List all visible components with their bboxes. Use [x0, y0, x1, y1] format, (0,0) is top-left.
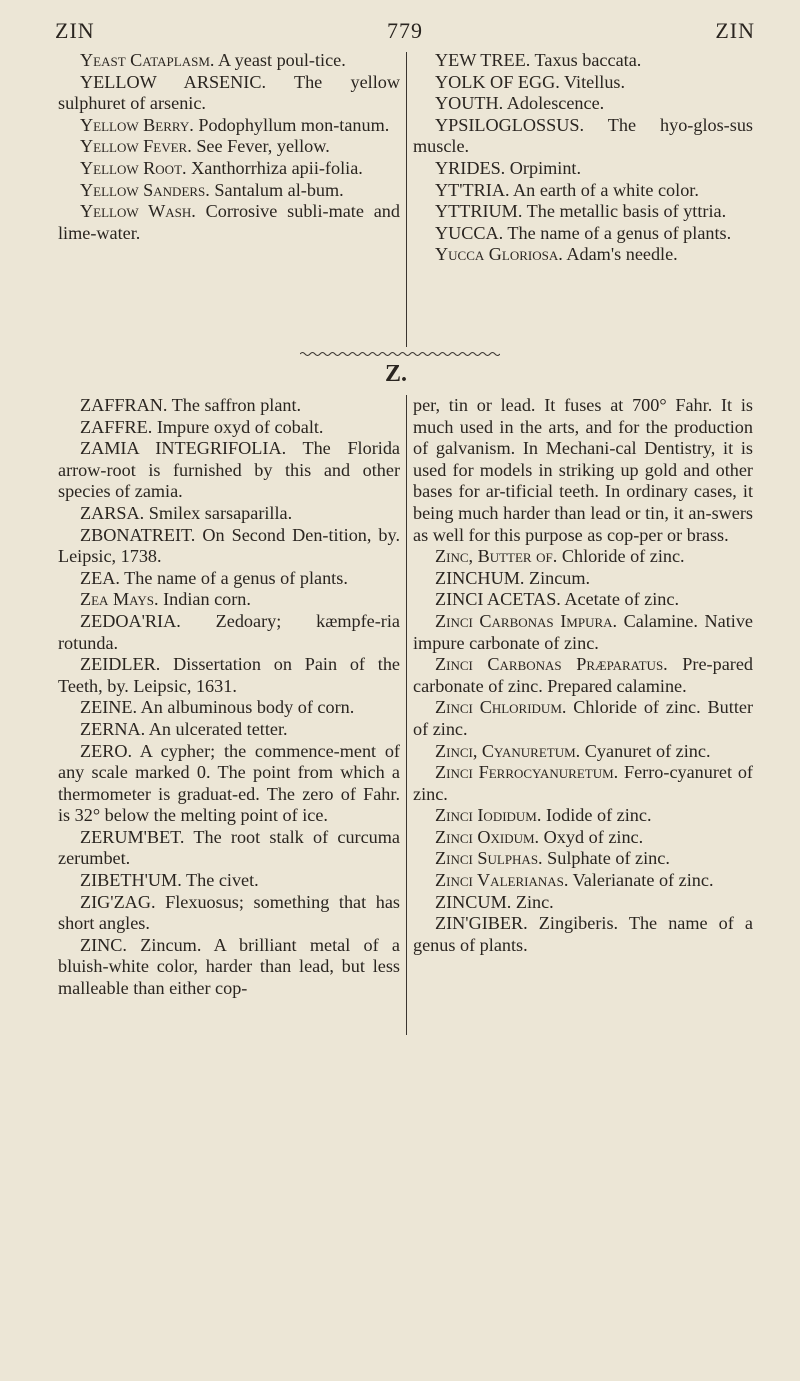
- entry-headword: Yellow Berry.: [80, 114, 194, 135]
- entry-headword: YTTRIUM.: [435, 201, 523, 222]
- entry-zamia: [58, 438, 400, 503]
- entry-headword: YPSILOGLOSSUS.: [435, 114, 585, 135]
- entry-definition: Indian corn.: [158, 589, 251, 610]
- entry-zbonatreit: [58, 525, 400, 568]
- entry-zinc-cont: [413, 395, 753, 546]
- entry-definition: Pre-pared carbonate of zinc. Prepared calamine.: [413, 654, 753, 696]
- entry-zedoaria: [58, 611, 400, 654]
- entry-definition: Corrosive subli-mate and lime-water.: [58, 201, 400, 243]
- entry-definition: An albuminous body of corn.: [137, 697, 355, 718]
- entry-zinc-butter: [413, 546, 753, 568]
- entry-headword: YOUTH.: [435, 93, 504, 114]
- entry-definition: Smilex sarsaparilla.: [144, 502, 293, 523]
- entry-headword: ZARSA.: [80, 502, 145, 523]
- entry-yucca-gloriosa: [413, 244, 753, 266]
- entry-zinci-sulphas: [413, 848, 753, 870]
- entry-definition: The Florida arrow-root is furnished by this and other species of zamia.: [58, 438, 400, 502]
- entry-zeine: [58, 697, 400, 719]
- entry-headword: ZAFFRE.: [80, 416, 153, 437]
- entry-definition: Impure oxyd of cobalt.: [152, 416, 324, 437]
- entry-headword: Zinci Chloridum.: [435, 697, 567, 718]
- entry-yrides: [413, 158, 753, 180]
- page-number: 779: [387, 18, 423, 43]
- entry-definition: A yeast poul-tice.: [214, 50, 346, 70]
- entry-headword: Yeast Cataplasm.: [80, 50, 215, 70]
- entry-yeast-cataplasm: [58, 50, 400, 72]
- entry-zinci-cyanuretum: [413, 741, 753, 763]
- entry-headword: ZAMIA INTEGRIFOLIA.: [80, 438, 287, 459]
- entry-definition: Dissertation on Pain of the Teeth, by. Leipsic, 1631.: [58, 654, 400, 696]
- entry-definition: Zincum.: [524, 567, 591, 588]
- entry-definition: Taxus baccata.: [530, 50, 642, 70]
- entry-youth: [413, 93, 753, 115]
- entry-yellow-root: [58, 158, 400, 180]
- entry-zinchum: [413, 568, 753, 590]
- entry-zea: [58, 568, 400, 590]
- entry-headword: ZINCI ACETAS.: [435, 589, 561, 610]
- column-divider-bottom: [406, 395, 407, 1035]
- entry-definition: An ulcerated tetter.: [145, 718, 288, 739]
- entry-definition: The yellow sulphuret of arsenic.: [58, 71, 400, 114]
- entry-definition: The saffron plant.: [167, 395, 302, 415]
- entry-zinci-acetas: [413, 589, 753, 611]
- entry-zinci-carb-impura: [413, 611, 753, 654]
- entry-headword: Zinci Carbonas Præparatus.: [435, 654, 668, 675]
- entry-definition: Chloride of zinc. Butter of zinc.: [413, 697, 753, 739]
- entry-headword: Zinci Ferrocyanuretum.: [435, 762, 619, 783]
- entry-headword: Zinci Carbonas Impura.: [435, 610, 618, 631]
- entry-definition: Vitellus.: [559, 71, 626, 92]
- entry-headword: ZEINE.: [80, 697, 138, 718]
- entry-headword: YRIDES.: [435, 157, 506, 178]
- entry-headword: YELLOW ARSENIC.: [80, 71, 267, 92]
- entry-definition: Zincum. A brilliant metal of a bluish-white color, harder than lead, but less malleable than either cop-: [58, 934, 400, 999]
- entry-definition: On Second Den-tition, by. Leipsic, 1738.: [58, 524, 400, 567]
- entry-yttria: [413, 180, 753, 202]
- entry-zingiber: [413, 913, 753, 956]
- header-right-word: ZIN: [715, 18, 755, 43]
- entry-headword: Zinci Oxidum.: [435, 826, 540, 847]
- entry-yew-tree: [413, 50, 753, 72]
- entry-yucca: [413, 223, 753, 245]
- entry-definition: Iodide of zinc.: [541, 805, 652, 826]
- entry-headword: Zinci Sulphas.: [435, 848, 543, 869]
- entry-headword: YUCCA.: [435, 222, 504, 243]
- entry-headword: ZIBETH'UM.: [80, 870, 182, 891]
- entry-headword: YOLK OF EGG.: [435, 71, 560, 92]
- entry-definition: Adolescence.: [503, 93, 605, 114]
- entry-headword: ZINCHUM.: [435, 567, 525, 588]
- entry-definition: Podophyllum mon-tanum.: [193, 114, 390, 135]
- entry-definition: Zedoary; kæmpfe-ria rotunda.: [58, 610, 400, 653]
- entry-zinci-valerianas: [413, 870, 753, 892]
- entry-definition: Chloride of zinc.: [557, 546, 685, 567]
- entry-headword: YT'TRIA.: [435, 179, 510, 200]
- entry-zarsa: [58, 503, 400, 525]
- entry-headword: ZEIDLER.: [80, 654, 161, 675]
- entry-definition: Acetate of zinc.: [560, 589, 680, 610]
- entry-headword: ZAFFRAN.: [80, 395, 168, 415]
- entry-definition: Calamine. Native impure carbonate of zinc.: [413, 610, 753, 653]
- header-left-word: ZIN: [55, 18, 95, 43]
- entry-zibethum: [58, 870, 400, 892]
- entry-zerna: [58, 719, 400, 741]
- entry-definition: The name of a genus of plants.: [119, 567, 348, 588]
- entry-definition: Oxyd of zinc.: [539, 826, 644, 847]
- entry-zincum: [413, 892, 753, 914]
- section-divider-ornament: [300, 351, 500, 357]
- entry-headword: Zinci, Cyanuretum.: [435, 740, 581, 761]
- entry-headword: ZEA.: [80, 567, 120, 588]
- entry-headword: YEW TREE.: [435, 50, 531, 70]
- entry-headword: ZEDOA'RIA.: [80, 610, 181, 631]
- entry-zaffre: [58, 417, 400, 439]
- entry-definition: The metallic basis of yttria.: [522, 201, 727, 222]
- entry-definition: Cyanuret of zinc.: [580, 740, 711, 761]
- entry-headword: ZBONATREIT.: [80, 524, 196, 545]
- entry-zinci-iodidum: [413, 805, 753, 827]
- entry-zaffran: [58, 395, 400, 417]
- section-letter: Z.: [385, 361, 408, 387]
- entry-headword: ZIN'GIBER.: [435, 913, 528, 934]
- top-right-column: [413, 50, 753, 266]
- entry-yellow-wash: [58, 201, 400, 244]
- entry-headword: ZIG'ZAG.: [80, 891, 156, 912]
- entry-definition: Santalum al-bum.: [209, 179, 344, 200]
- entry-headword: Zinc, Butter of.: [435, 546, 558, 567]
- entry-headword: ZINCUM.: [435, 891, 512, 912]
- entry-definition: per, tin or lead. It fuses at 700° Fahr. It is much used in the arts, and for the production of galvanism. In Mechani-cal Dentistry, it is used for models in striking up gold and other bases for ar-tificial teeth. In ordinary cases, it being much harder than lead or tin, it an-swers as well for this purpose as cop-per or brass.: [413, 395, 753, 545]
- entry-zeidler: [58, 654, 400, 697]
- entry-yolk-of-egg: [413, 72, 753, 94]
- entry-definition: Adam's needle.: [562, 244, 678, 265]
- entry-definition: Sulphate of zinc.: [542, 848, 670, 869]
- entry-yellow-sanders: [58, 180, 400, 202]
- entry-headword: ZINC.: [80, 934, 127, 955]
- entry-definition: The name of a genus of plants.: [503, 222, 732, 243]
- running-header: [55, 18, 755, 48]
- entry-headword: ZERO.: [80, 740, 133, 761]
- entry-headword: Yellow Sanders.: [80, 179, 210, 200]
- entry-zea-mays: [58, 589, 400, 611]
- entry-headword: Yellow Wash.: [80, 201, 196, 222]
- entry-headword: Zea Mays.: [80, 589, 159, 610]
- entry-headword: ZERUM'BET.: [80, 826, 185, 847]
- entry-definition: Xanthorrhiza apii-folia.: [186, 157, 363, 178]
- entry-zigzag: [58, 892, 400, 935]
- entry-definition: Flexuosus; something that has short angles.: [58, 891, 400, 934]
- entry-yellow-arsenic: [58, 72, 400, 115]
- entry-yellow-berry: [58, 115, 400, 137]
- entry-zinc: [58, 935, 400, 1000]
- entry-headword: Zinci Valerianas.: [435, 870, 569, 891]
- entry-definition: Valerianate of zinc.: [568, 870, 714, 891]
- bottom-left-column: [58, 395, 400, 1000]
- entry-definition: Orpimint.: [505, 157, 582, 178]
- entry-zinci-carb-praep: [413, 654, 753, 697]
- entry-yttrium: [413, 201, 753, 223]
- entry-zinci-ferrocyan: [413, 762, 753, 805]
- entry-definition: Zingiberis. The name of a genus of plants.: [413, 913, 753, 955]
- entry-definition: An earth of a white color.: [509, 179, 699, 200]
- entry-ypsiloglossus: [413, 115, 753, 158]
- entry-zinci-chloridum: [413, 697, 753, 740]
- entry-zero: [58, 741, 400, 827]
- entry-zerumbet: [58, 827, 400, 870]
- column-divider-top: [406, 52, 407, 347]
- entry-definition: A cypher; the commence-ment of any scale marked 0. The point from which a thermometer is graduat-ed. The zero of Fahr. is 32° below the melting point of ice.: [58, 740, 400, 826]
- entry-yellow-fever: [58, 136, 400, 158]
- entry-headword: ZERNA.: [80, 718, 146, 739]
- entry-headword: Zinci Iodidum.: [435, 805, 542, 826]
- entry-definition: The civet.: [181, 870, 259, 891]
- entry-definition: The hyo-glos-sus muscle.: [413, 114, 753, 157]
- entry-definition: Ferro-cyanuret of zinc.: [413, 762, 753, 804]
- entry-definition: See Fever, yellow.: [191, 136, 330, 157]
- entry-zinci-oxidum: [413, 827, 753, 849]
- entry-headword: Yellow Root.: [80, 157, 187, 178]
- bottom-right-column: [413, 395, 753, 956]
- entry-headword: Yellow Fever.: [80, 136, 192, 157]
- entry-definition: The root stalk of curcuma zerumbet.: [58, 826, 400, 869]
- entry-headword: Yucca Gloriosa.: [435, 244, 563, 265]
- entry-definition: Zinc.: [511, 891, 554, 912]
- top-left-column: [58, 50, 400, 244]
